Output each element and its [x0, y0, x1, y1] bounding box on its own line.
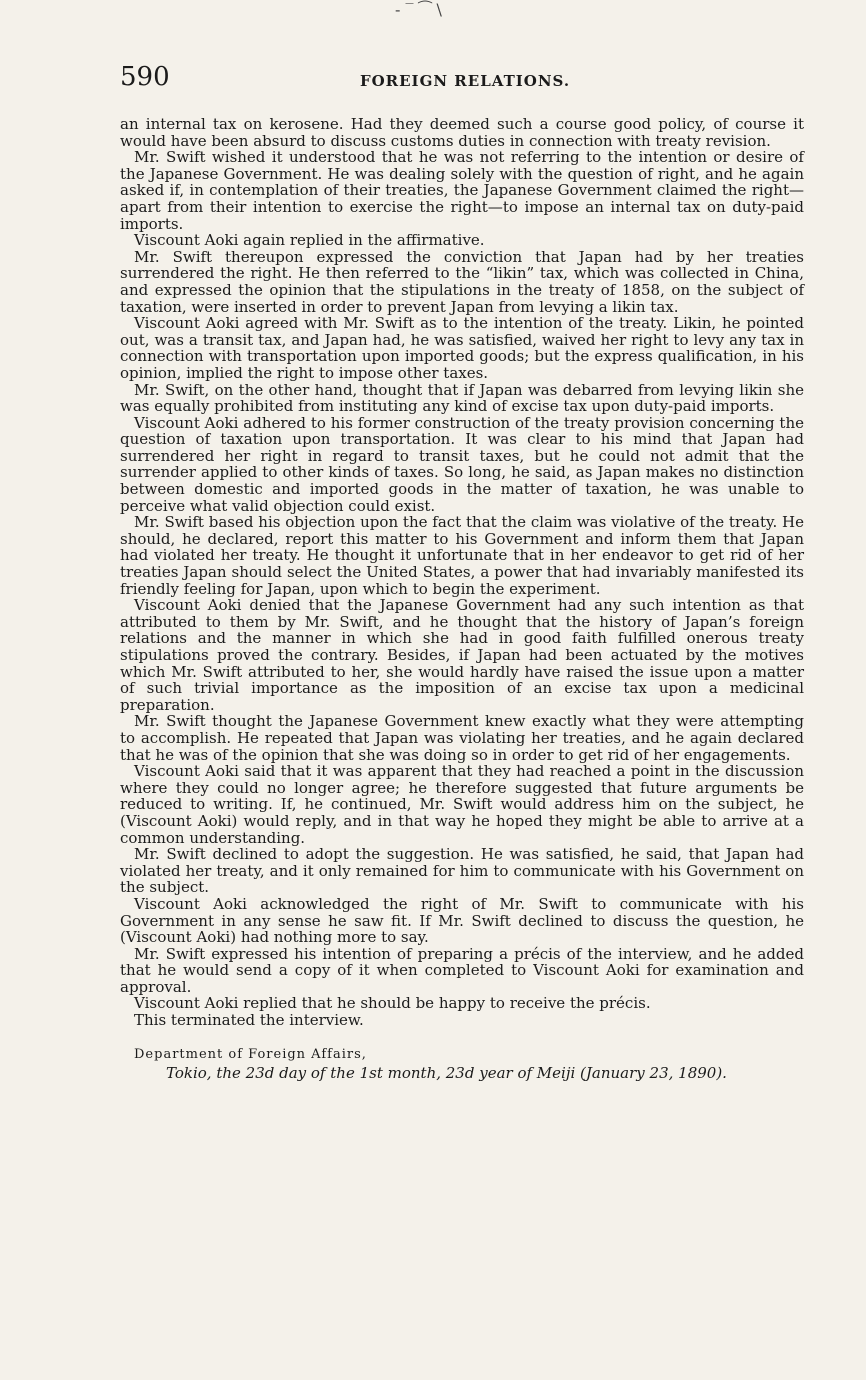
date-line: Tokio, the 23d day of the 1st month, 23d year of Meiji (January 23, 1890).	[166, 1063, 727, 1082]
paragraph: Viscount Aoki replied that he should be happy to receive the précis.	[134, 994, 651, 1013]
top-marks: - ‾ ⁀ \	[395, 0, 442, 19]
paragraph: Viscount Aoki agreed with Mr. Swift as to the intention of the treaty. Likin, he pointed out, was a transit tax, and Japan had, he was satisfied, waived her right to levy any tax in connection with transportation upon imported goods; but the express qualification, in his opinion, implied the right to impose other taxes.	[120, 314, 804, 382]
paragraph: Mr. Swift thereupon expressed the conviction that Japan had by her treaties surrendered the right. He then referred to the “likin” tax, which was collected in China, and expressed the opinion that the stipulations in the treaty of 1858, on the subject of taxation, were inserted in order to prevent Japan from levying a likin tax.	[120, 247, 804, 316]
paragraph: Viscount Aoki again replied in the affirmative.	[134, 231, 485, 250]
paragraph: Viscount Aoki said that it was apparent that they had reached a point in the discussion where they could no longer agree; he therefore suggested that future arguments be reduced to writing. If, he continued, Mr. Swift would address him on the subject, he (Viscount Aoki) would reply, and in that way he hoped they might be able to arrive at a common understanding.	[120, 762, 804, 847]
paragraph: Mr. Swift, on the other hand, thought that if Japan was debarred from levying likin she was equally prohibited from instituting any kind of excise tax upon duty-paid imports.	[120, 380, 804, 416]
paragraph: Mr. Swift declined to adopt the suggestion. He was satisfied, he said, that Japan had violated her treaty, and it only remained for him to communicate with his Government on the subject.	[120, 845, 804, 897]
page-header	[120, 62, 810, 102]
paragraph: Mr. Swift wished it understood that he was not referring to the intention or desire of the Japanese Government. He was dealing solely with the question of right, and he again asked if, in contemplation of their treaties, the Japanese Government claimed the right—apart from their intention to exercise the right—to impose an internal tax on duty-paid imports.	[120, 148, 804, 233]
running-title: FOREIGN RELATIONS.	[359, 72, 571, 90]
paragraph: an internal tax on kerosene. Had they deemed such a course good policy, of course it would have been absurd to discuss customs duties in connection with treaty revision.	[120, 115, 804, 150]
page-number: 590	[120, 62, 170, 92]
department-name: Department of Foreign Affairs,	[134, 1046, 367, 1062]
paragraph: This terminated the interview.	[134, 1011, 364, 1030]
paragraph: Viscount Aoki adhered to his former construction of the treaty provision concerning the question of taxation upon transportation. It was clear to his mind that Japan had surrendered her right in regard to transit taxes, but he could not admit that the surrender applied to other kinds of taxes. So long, he said, as Japan makes no distinction between domestic and imported goods in the matter of taxation, he was unable to perceive what valid objection could exist.	[120, 413, 804, 515]
paragraph: Viscount Aoki denied that the Japanese Government had any such intention as that attributed to them by Mr. Swift, and he thought that the history of Japan’s foreign relations and the manner in which she had in good faith fulfilled onerous treaty stipulations proved the contrary. Besides, if Japan had been actuated by the motives which Mr. Swift attributed to her, she would hardly have raised the issue upon a matter of such trivial importance as the imposition of an excise tax upon a medicinal preparation.	[120, 596, 804, 714]
paragraph: Mr. Swift thought the Japanese Government knew exactly what they were attempting to accomplish. He repeated that Japan was violating her treaties, and he again declared that he was of the opinion that she was doing so in order to get rid of her engagements.	[120, 712, 804, 764]
paragraph: Viscount Aoki acknowledged the right of Mr. Swift to communicate with his Government in any sense he saw fit. If Mr. Swift declined to discuss the question, he (Viscount Aoki) had nothing more to say.	[120, 894, 804, 947]
paragraph: Mr. Swift expressed his intention of preparing a précis of the interview, and he added that he would send a copy of it when completed to Viscount Aoki for examination and approval.	[120, 944, 804, 996]
paragraph: Mr. Swift based his objection upon the fact that the claim was violative of the treaty. He should, he declared, report this matter to his Government and inform them that Japan had violated her treaty. He thought it unfortunate that in her endeavor to get rid of her treaties Japan should select the United States, a power that had invariably manifested its friendly feeling for Japan, upon which to begin the experiment.	[120, 513, 804, 598]
signature-block	[120, 1047, 804, 1082]
body-text	[120, 116, 804, 1082]
